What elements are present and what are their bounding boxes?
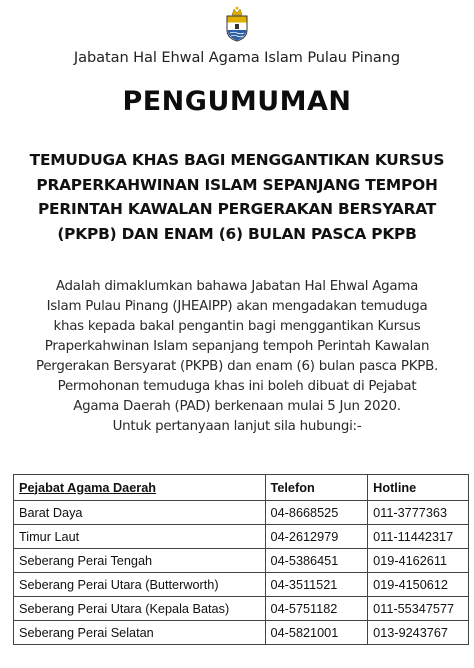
hotline-cell: 011-3777363 [368,501,469,525]
phone-cell: 04-8668525 [265,501,368,525]
subtitle-line: TEMUDUGA KHAS BAGI MENGGANTIKAN KURSUS [29,151,445,169]
table-header-row [14,475,469,501]
hotline-cell: 013-9243767 [368,621,469,645]
body-line: Untuk pertanyaan lanjut sila hubungi:- [112,419,362,434]
office-cell: Timur Laut [14,525,266,549]
table-row [14,525,469,549]
subtitle-line: (PKPB) DAN ENAM (6) BULAN PASCA PKPB [57,225,417,244]
phone-cell: 04-5821001 [265,621,368,645]
office-cell: Seberang Perai Selatan [14,621,266,645]
body-line: Permohonan temuduga khas ini boleh dibuat di Pejabat [57,379,417,394]
announcement-body [0,277,474,437]
body-line: khas kepada bakal pengantin bagi menggantikan Kursus [53,319,421,334]
penang-crest-icon [224,6,250,42]
subtitle-line: PRAPERKAHWINAN ISLAM SEPANJANG TEMPOH [36,175,438,194]
office-cell: Seberang Perai Tengah [14,549,266,573]
table-row [14,621,469,645]
hotline-cell: 019-4150612 [368,573,469,597]
table-row [14,597,469,621]
office-cell: Seberang Perai Utara (Butterworth) [14,573,266,597]
body-line: Islam Pulau Pinang (JHEAIPP) akan mengadakan temuduga [46,299,428,314]
hotline-cell: 019-4162611 [368,549,469,573]
hotline-cell: 011-11442317 [368,525,469,549]
phone-cell: 04-2612979 [265,525,368,549]
phone-cell: 04-3511521 [265,573,368,597]
column-header-hotline: Hotline [368,475,469,501]
phone-cell: 04-5751182 [265,597,368,621]
page-title: PENGUMUMAN [122,86,352,117]
table-row [14,573,469,597]
column-header-phone: Telefon [265,475,368,501]
body-line: Pergerakan Bersyarat (PKPB) dan enam (6) bulan pasca PKPB. [35,359,439,374]
announcement-subtitle [0,148,474,247]
table-row [14,501,469,525]
body-line: Praperkahwinan Islam sepanjang tempoh Perintah Kawalan [44,339,430,354]
subtitle-line: PERINTAH KAWALAN PERGERAKAN BERSYARAT [37,200,437,219]
body-line: Agama Daerah (PAD) berkenaan mulai 5 Jun 2020. [73,399,401,414]
office-cell: Barat Daya [14,501,266,525]
table-row [14,549,469,573]
office-cell: Seberang Perai Utara (Kepala Batas) [14,597,266,621]
contact-table [13,474,469,645]
department-name: Jabatan Hal Ehwal Agama Islam Pulau Pinang [73,49,401,66]
hotline-cell: 011-55347577 [368,597,469,621]
body-line: Adalah dimaklumkan bahawa Jabatan Hal Ehwal Agama [55,279,419,294]
column-header-office: Pejabat Agama Daerah [14,475,266,501]
phone-cell: 04-5386451 [265,549,368,573]
